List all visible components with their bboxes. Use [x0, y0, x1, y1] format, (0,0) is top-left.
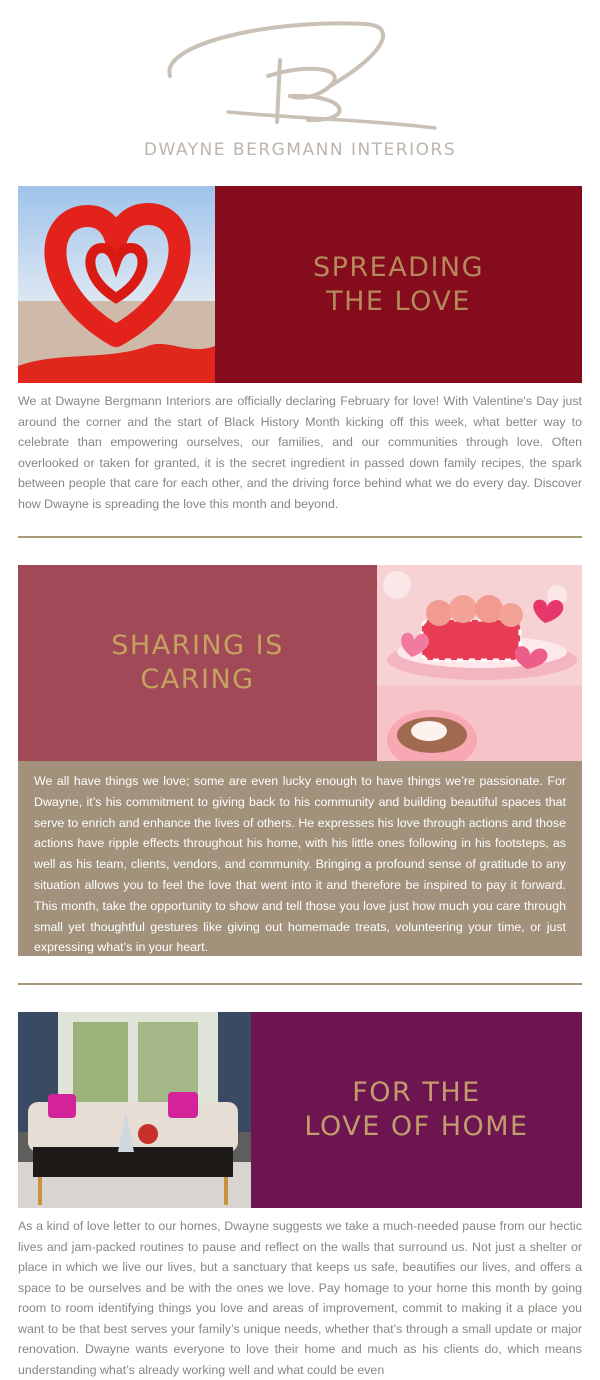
living-room-photo-icon — [18, 1012, 251, 1208]
brand-logo[interactable] — [0, 0, 600, 175]
section-divider — [18, 983, 582, 985]
valentine-treats-photo-icon — [377, 565, 582, 761]
section-sharing-caring-box — [18, 761, 582, 956]
section-spreading-love-body: We at Dwayne Bergmann Interiors are officially declaring February for love! With Valentine's Day just around the corner and the start of Black History Month kicking off this week, what better way to celebrate than empowering ourselves, our families, and our communities through love. Often overlooked or taken for granted, it is the secret ingredient in passed down family recipes, the spark between people that care for each other, and the driving force behind what we do every day. Discover how Dwayne is spreading the love this month and beyond. — [18, 394, 582, 511]
section-love-of-home-heading: FOR THE LOVE OF HOME — [251, 1012, 582, 1208]
section-sharing-caring-heading: SHARING IS CARING — [18, 565, 377, 761]
section-sharing-caring-body: We all have things we love; some are even lucky enough to have things we’re passionate. For Dwayne, it’s his commitment to giving back to his community and building beautiful spaces that serve to enrich and enhance the lives of others. He expresses his love through actions and those actions have ripple effects throughout his home, with his little ones following in his footsteps, as well as his team, clients, vendors, and community. Bringing a profound sense of gratitude to any situation allows you to feel the love that went into it and therefore be inspired to pay it forward. This month, take the opportunity to show and tell those you love just how much you care through small yet thoughtful gestures like giving out homemade treats, volunteering your time, or just expressing what’s in your heart. — [34, 774, 566, 955]
heart-petals-photo-icon — [18, 186, 215, 383]
section-love-of-home-body: As a kind of love letter to our homes, Dwayne suggests we take a much-needed pause from our hectic lives and jam-packed routines to pause and reflect on the walls that surround us. Not just a shelter or place in which we live our lives, but a sanctuary that keeps us safe, beautifies our lives, and offers a space to be ourselves and be with the ones we love. Pay homage to your home this month by going room to room identifying things you love and areas of improvement, commit to making it a place you want to be that best serves your family’s unique needs, whether that’s through a small update or major renovation. Dwayne wants everyone to love their home and much as his clients do, which means understanding what’s already working well and what could be even — [18, 1219, 582, 1377]
monogram-logo-icon — [150, 14, 450, 134]
section-spreading-love-heading: SPREADING THE LOVE — [215, 186, 582, 383]
brand-name: DWAYNE BERGMANN INTERIORS — [143, 140, 457, 160]
section-love-of-home-image — [18, 1012, 251, 1208]
section-sharing-caring-image — [377, 565, 582, 761]
section-divider — [18, 536, 582, 538]
section-spreading-love-image — [18, 186, 215, 383]
